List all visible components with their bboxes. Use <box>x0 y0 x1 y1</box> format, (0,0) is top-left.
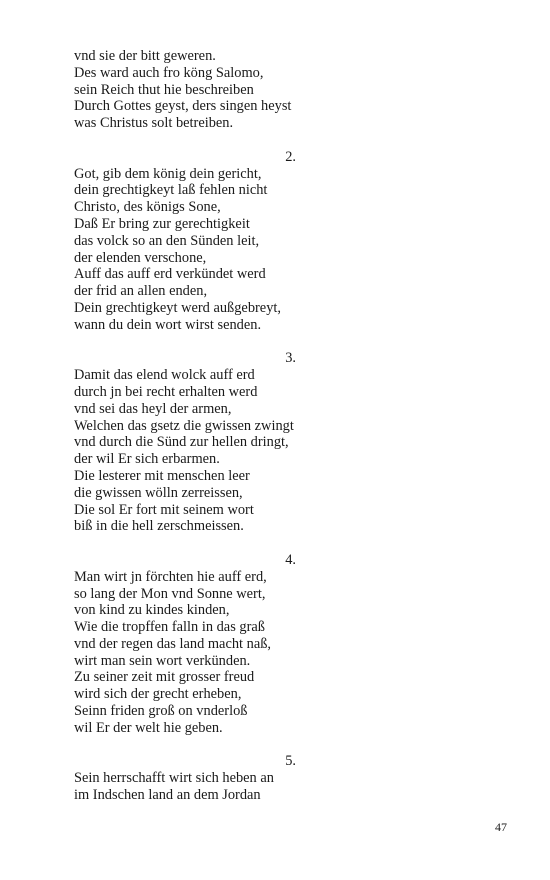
poem-line: Die lesterer mit menschen leer <box>74 467 250 484</box>
poem-line: Des ward auch fro köng Salomo, <box>74 64 264 81</box>
poem-line: wil Er der welt hie geben. <box>74 719 223 736</box>
poem-text <box>74 48 324 804</box>
poem-line: Dein grechtigkeyt werd außgebreyt, <box>74 299 281 316</box>
poem-line: der frid an allen enden, <box>74 283 208 300</box>
poem-line: Christo, des königs Sone, <box>74 199 221 216</box>
poem-line: Got, gib dem könig dein gericht, <box>74 165 262 182</box>
poem-line: der wil Er sich erbarmen. <box>74 451 220 468</box>
poem-line: vnd durch die Sünd zur hellen dringt, <box>74 434 289 451</box>
poem-line: Auff das auff erd verkündet werd <box>74 266 266 283</box>
poem-line: Sein herrschafft wirt sich heben an <box>74 770 274 787</box>
poem-line: Daß Er bring zur gerechtigkeit <box>74 215 250 232</box>
page-number: 47 <box>495 820 507 834</box>
stanza-number: 4. <box>285 551 296 568</box>
poem-line: wirt man sein wort verkünden. <box>74 652 251 669</box>
poem-line: so lang der Mon vnd Sonne wert, <box>74 585 266 602</box>
stanza-2 <box>74 149 324 334</box>
poem-line: Seinn friden groß on vnderloß <box>74 703 248 720</box>
poem-line: Welchen das gsetz die gwissen zwingt <box>74 417 294 434</box>
poem-line: Durch Gottes geyst, ders singen heyst <box>74 98 292 115</box>
poem-line: vnd sie der bitt geweren. <box>74 48 216 64</box>
poem-line: wird sich der grecht erheben, <box>74 686 242 703</box>
stanza-5 <box>74 753 324 803</box>
poem-line: das volck so an den Sünden leit, <box>74 232 260 249</box>
stanza-number: 2. <box>285 148 296 165</box>
poem-line: Zu seiner zeit mit grosser freud <box>74 669 255 686</box>
poem-line: Damit das elend wolck auff erd <box>74 367 255 384</box>
poem-line: was Christus solt betreiben. <box>74 115 234 132</box>
poem-line: die gwissen wölln zerreissen, <box>74 484 243 501</box>
poem-line: der elenden verschone, <box>74 249 207 266</box>
poem-line: vnd der regen das land macht naß, <box>74 635 271 652</box>
poem-line: Die sol Er fort mit seinem wort <box>74 501 254 518</box>
stanza-4 <box>74 552 324 737</box>
stanza-number: 3. <box>285 350 296 367</box>
poem-line: vnd sei das heyl der armen, <box>74 400 232 417</box>
stanza-1 <box>74 48 324 132</box>
poem-line: durch jn bei recht erhalten werd <box>74 383 258 400</box>
poem-line: Wie die tropffen falln in das graß <box>74 619 265 636</box>
stanza-3 <box>74 350 324 535</box>
poem-line: wann du dein wort wirst senden. <box>74 316 262 333</box>
poem-line: sein Reich thut hie beschreiben <box>74 81 254 98</box>
poem-line: von kind zu kindes kinden, <box>74 602 230 619</box>
poem-line: biß in die hell zerschmeissen. <box>74 518 244 535</box>
stanza-number: 5. <box>285 753 296 770</box>
poem-line: im Indschen land an dem Jordan <box>74 787 261 804</box>
poem-line: Man wirt jn förchten hie auff erd, <box>74 568 267 585</box>
poem-line: dein grechtigkeyt laß fehlen nicht <box>74 182 268 199</box>
